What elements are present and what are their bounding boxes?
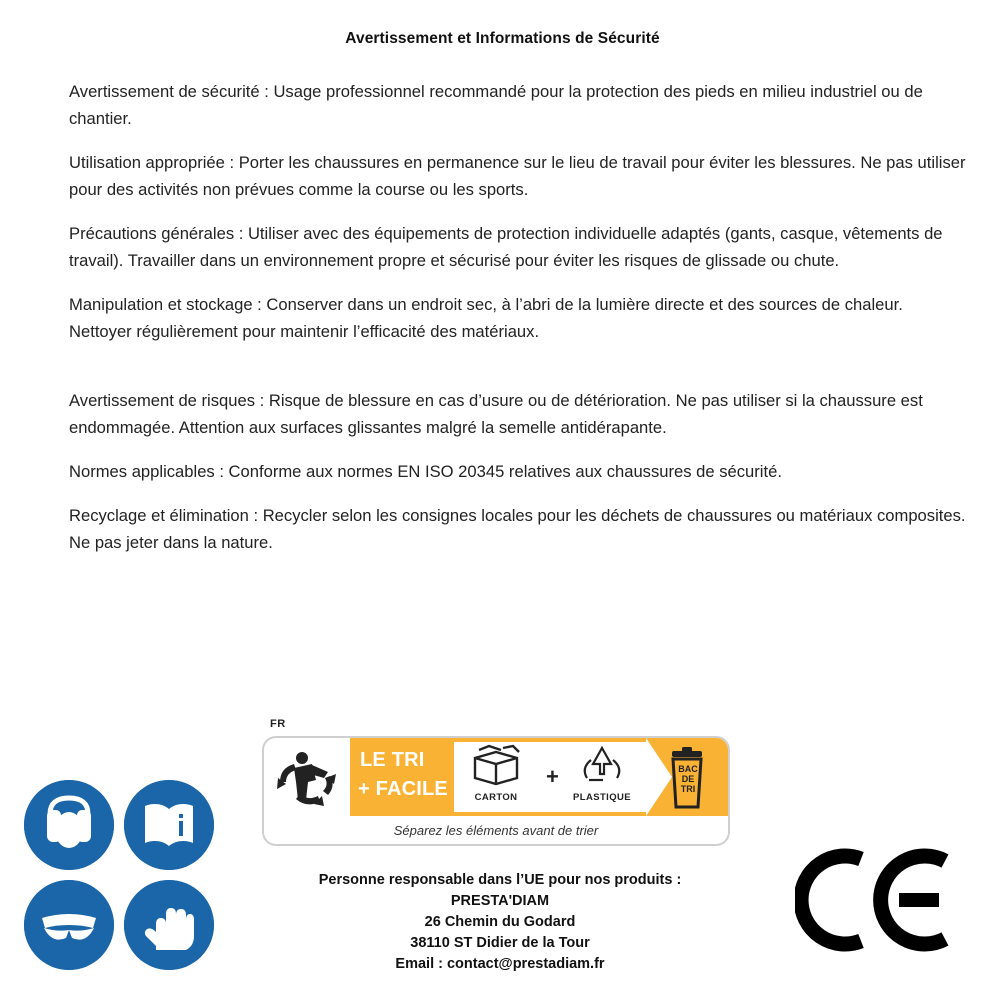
safety-glasses-icon (24, 880, 114, 970)
paragraph-avertissement-risques: Avertissement de risques : Risque de blessure en cas d’usure ou de détérioration. Ne pas utiliser si la chaussure est endommagée. Attention aux surfaces glissantes malgré la semelle antidérapante. (69, 391, 923, 437)
triman-footer-text: Séparez les éléments avant de trier (393, 823, 599, 838)
triman-slogan (360, 746, 454, 804)
triman-item-plastique-label: PLASTIQUE (573, 792, 631, 803)
paragraph-precautions-generales: Précautions générales : Utiliser avec des équipements de protection individuelle adaptés (gants, casque, vêtements de travail). Travailler dans un environnement propre et sécurisé pour éviter les risques de glissade ou chute. (69, 224, 943, 270)
paragraph-manipulation-stockage: Manipulation et stockage : Conserver dans un endroit sec, à l’abri de la lumière directe et des sources de chaleur. Nettoyer régulièrement pour maintenir l’efficacité des matériaux. (69, 295, 903, 341)
triman-bin-label-line1: BAC (678, 764, 698, 774)
ce-mark-icon (795, 845, 955, 955)
triman-language-tag: FR (270, 718, 286, 730)
paragraph-avertissement-securite: Avertissement de sécurité : Usage professionnel recommandé pour la protection des pieds en milieu industriel ou de chantier. (69, 82, 923, 128)
ear-protection-icon (24, 780, 114, 870)
triman-card (262, 736, 730, 846)
triman-bin-label-line2: DE (681, 774, 695, 784)
recycle-triangle-icon (573, 744, 631, 786)
responsible-party-city: 38110 ST Didier de la Tour (410, 935, 590, 951)
responsible-party-block (200, 870, 800, 975)
triman-plus-sign: + (546, 764, 559, 789)
paragraph-utilisation-appropriee: Utilisation appropriée : Porter les chaussures en permanence sur le lieu de travail pour éviter les blessures. Ne pas utiliser pour des activités non prévues comme la course ou les sports. (69, 153, 966, 199)
triman-slogan-line1: LE TRI (360, 749, 425, 771)
instruction-manual-icon (124, 780, 214, 870)
triman-item-carton-label: CARTON (474, 792, 518, 803)
triman-bin-label (668, 764, 708, 794)
safety-pictograms (24, 780, 224, 980)
responsible-party-company: PRESTA'DIAM (450, 893, 550, 909)
triman-logo-icon (270, 742, 348, 814)
responsible-party-street: 26 Chemin du Godard (424, 914, 576, 930)
paragraph-recyclage-elimination: Recyclage et élimination : Recycler selon les consignes locales pour les déchets de chaussures ou matériaux composites. Ne pas jeter dans la nature. (69, 506, 966, 552)
triman-slogan-line2: + FACILE (358, 778, 448, 800)
carton-box-icon (467, 744, 525, 786)
triman-bin-label-line3: TRI (680, 784, 696, 794)
safety-text-body (69, 78, 969, 573)
triman-item-carton (454, 744, 538, 803)
triman-item-plastique (560, 744, 644, 803)
paragraph-normes-applicables: Normes applicables : Conforme aux normes EN ISO 20345 relatives aux chaussures de sécurité. (69, 462, 782, 481)
page-title: Avertissement et Informations de Sécurité (345, 30, 660, 47)
responsible-party-heading: Personne responsable dans l’UE pour nos produits : (318, 872, 682, 888)
info-tri-block (262, 718, 730, 848)
responsible-party-email: Email : contact@prestadiam.fr (395, 956, 605, 972)
